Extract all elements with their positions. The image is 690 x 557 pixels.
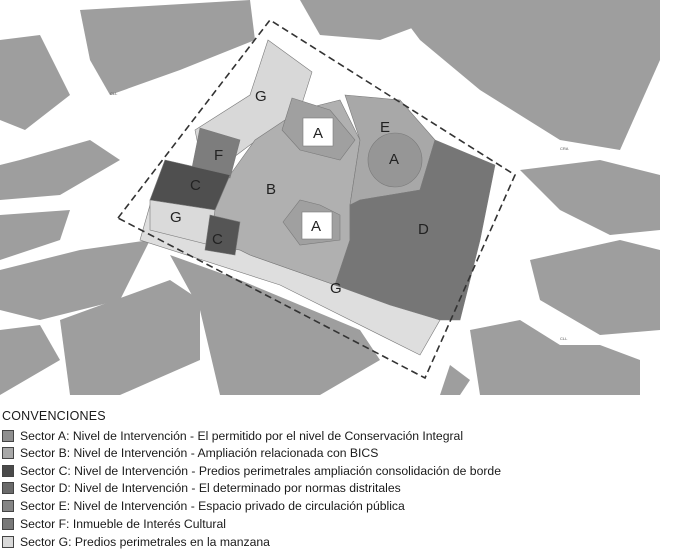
- legend-swatch: [2, 465, 14, 477]
- sector-label-d: D: [418, 221, 429, 238]
- building-block: [520, 160, 660, 235]
- legend-item-sector-a: [2, 427, 463, 444]
- legend-title: CONVENCIONES: [2, 409, 106, 423]
- legend-swatch: [2, 500, 14, 512]
- legend-item-sector-c: [2, 462, 501, 479]
- street-label: CLL: [110, 91, 118, 96]
- sector-label-b: B: [266, 181, 277, 198]
- legend-item-sector-f: [2, 515, 226, 532]
- legend-swatch: [2, 536, 14, 548]
- legend-item-sector-b: [2, 444, 378, 461]
- building-block: [440, 365, 470, 395]
- legend-label: Sector B: Nivel de Intervención - Ampliación relacionada con BICS: [20, 445, 379, 460]
- building-block: [0, 210, 70, 260]
- street-label: CLL: [560, 336, 568, 341]
- legend-swatch: [2, 482, 14, 494]
- building-block: [0, 140, 120, 200]
- legend-label: Sector A: Nivel de Intervención - El permitido por el nivel de Conservación Integral: [20, 428, 464, 443]
- sector-label-c-bottom: C: [212, 231, 223, 248]
- legend-label: Sector D: Nivel de Intervención - El determinado por normas distritales: [20, 480, 401, 495]
- legend-label: Sector C: Nivel de Intervención - Predios perimetrales ampliación consolidación de borde: [20, 463, 501, 478]
- legend-label: Sector F: Inmueble de Interés Cultural: [20, 516, 226, 531]
- building-block: [530, 240, 660, 335]
- building-block: [390, 0, 660, 150]
- street-label: CRA: [560, 146, 569, 151]
- legend-swatch: [2, 518, 14, 530]
- sector-label-a-top: A: [313, 125, 324, 142]
- sector-label-a-mid: A: [311, 218, 322, 235]
- legend-item-sector-e: [2, 497, 405, 514]
- building-block: [0, 325, 60, 395]
- legend-item-sector-g: [2, 533, 270, 550]
- building-block: [80, 0, 255, 95]
- legend-label: Sector G: Predios perimetrales en la manzana: [20, 534, 270, 549]
- legend-swatch: [2, 447, 14, 459]
- sector-label-g-left: G: [170, 209, 182, 226]
- sector-label-f: F: [214, 147, 224, 164]
- sector-label-c-left: C: [190, 177, 201, 194]
- sector-label-a-plaza: A: [389, 151, 400, 168]
- sector-label-g-top: G: [255, 88, 267, 105]
- sector-label-e: E: [380, 119, 391, 136]
- building-block: [0, 35, 70, 130]
- legend-swatch: [2, 430, 14, 442]
- sector-label-g-bottom: G: [330, 280, 342, 297]
- legend-label: Sector E: Nivel de Intervención - Espacio privado de circulación pública: [20, 498, 405, 513]
- legend-item-sector-d: [2, 479, 401, 496]
